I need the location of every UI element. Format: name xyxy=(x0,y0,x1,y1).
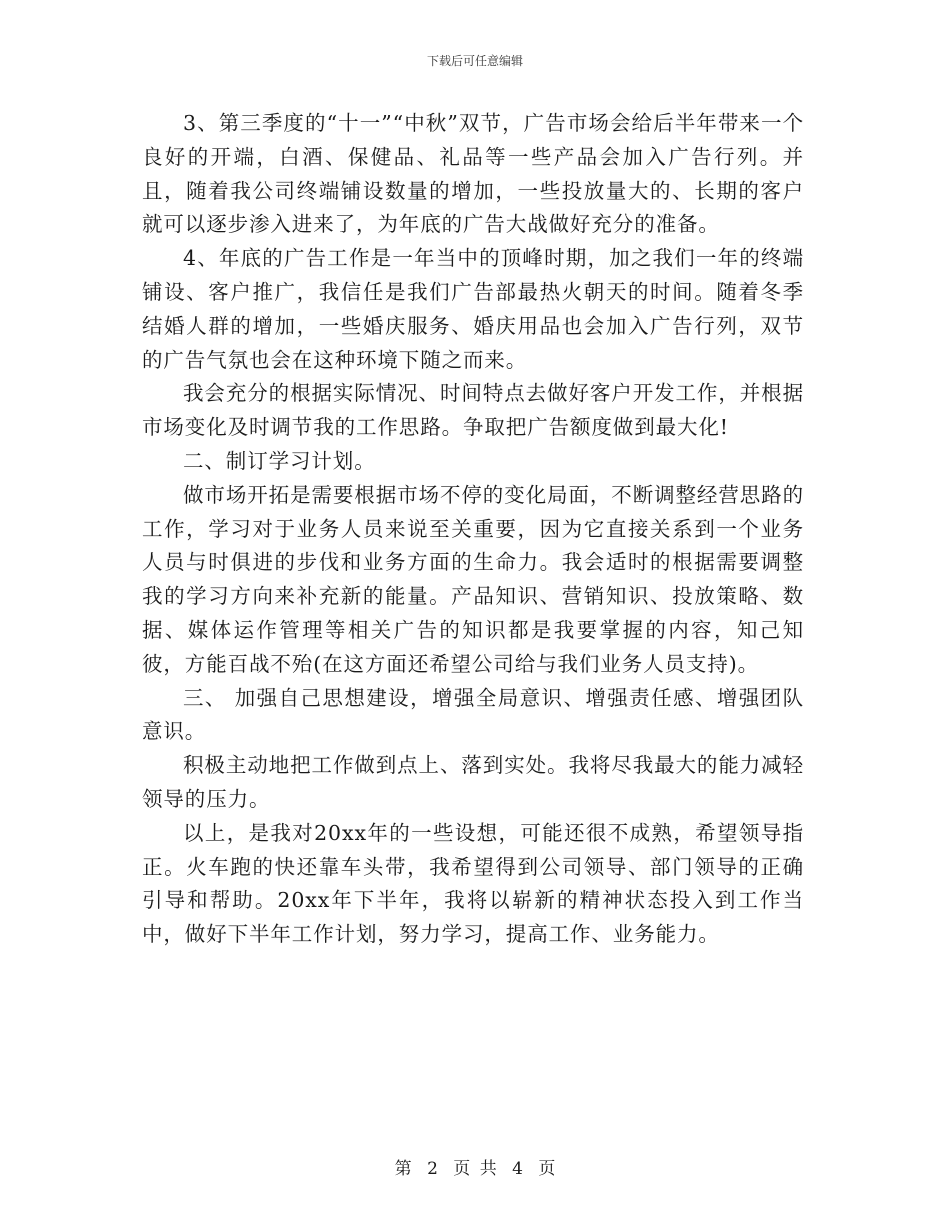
paragraph-conclusion: 以上，是我对20xx年的一些设想，可能还很不成熟，希望领导指正。火车跑的快还靠车头带，我希望得到公司领导、部门领导的正确引导和帮助。20xx年下半年，我将以崭新的精神状态投入到工作当中，做好下半年工作计划，努力学习，提高工作、业务能力。 xyxy=(142,820,804,947)
page-footer xyxy=(0,1154,950,1179)
paragraph-client-development: 我会充分的根据实际情况、时间特点去做好客户开发工作，并根据市场变化及时调节我的工作思路。争取把广告额度做到最大化! xyxy=(142,381,804,440)
paragraph-study-plan: 做市场开拓是需要根据市场不停的变化局面，不断调整经营思路的工作，学习对于业务人员来说至关重要，因为它直接关系到一个业务人员与时俱进的步伐和业务方面的生命力。我会适时的根据需要调整我的学习方向来补充新的能量。产品知识、营销知识、投放策略、数据、媒体运作管理等相关广告的知识都是我要掌握的内容，知己知彼，方能百战不殆(在这方面还希望公司给与我们业务人员支持)。 xyxy=(142,482,804,676)
paragraph-proactive-work: 积极主动地把工作做到点上、落到实处。我将尽我最大的能力减轻领导的压力。 xyxy=(142,753,804,811)
total-page-count: 4 xyxy=(512,1159,523,1179)
paragraph-year-end-plan: 4、年底的广告工作是一年当中的顶峰时期，加之我们一年的终端铺设、客户推广，我信任是我们广告部最热火朝天的时间。随着冬季结婚人群的增加，一些婚庆服务、婚庆用品也会加入广告行列，双节的广告气氛也会在这种环境下随之而来。 xyxy=(142,246,804,372)
footer-middle: 页 共 xyxy=(453,1159,497,1179)
section-heading-study-plan: 二、制订学习计划。 xyxy=(183,448,376,473)
section-heading-self-building: 三、 加强自己思想建设，增强全局意识、增强责任感、增强团队意识。 xyxy=(142,685,804,744)
footer-prefix: 第 xyxy=(394,1159,412,1179)
document-body xyxy=(142,107,804,952)
page-header: 下载后可任意编辑 xyxy=(426,54,523,68)
footer-suffix: 页 xyxy=(538,1159,556,1179)
current-page-number: 2 xyxy=(427,1159,438,1179)
paragraph-q3-plan: 3、第三季度的“十一”“中秋”双节，广告市场会给后半年带来一个良好的开端，白酒、保健品、礼品等一些产品会加入广告行列。并且，随着我公司终端铺设数量的增加，一些投放量大的、长期的客户就可以逐步渗入进来了，为年底的广告大战做好充分的准备。 xyxy=(142,111,804,237)
